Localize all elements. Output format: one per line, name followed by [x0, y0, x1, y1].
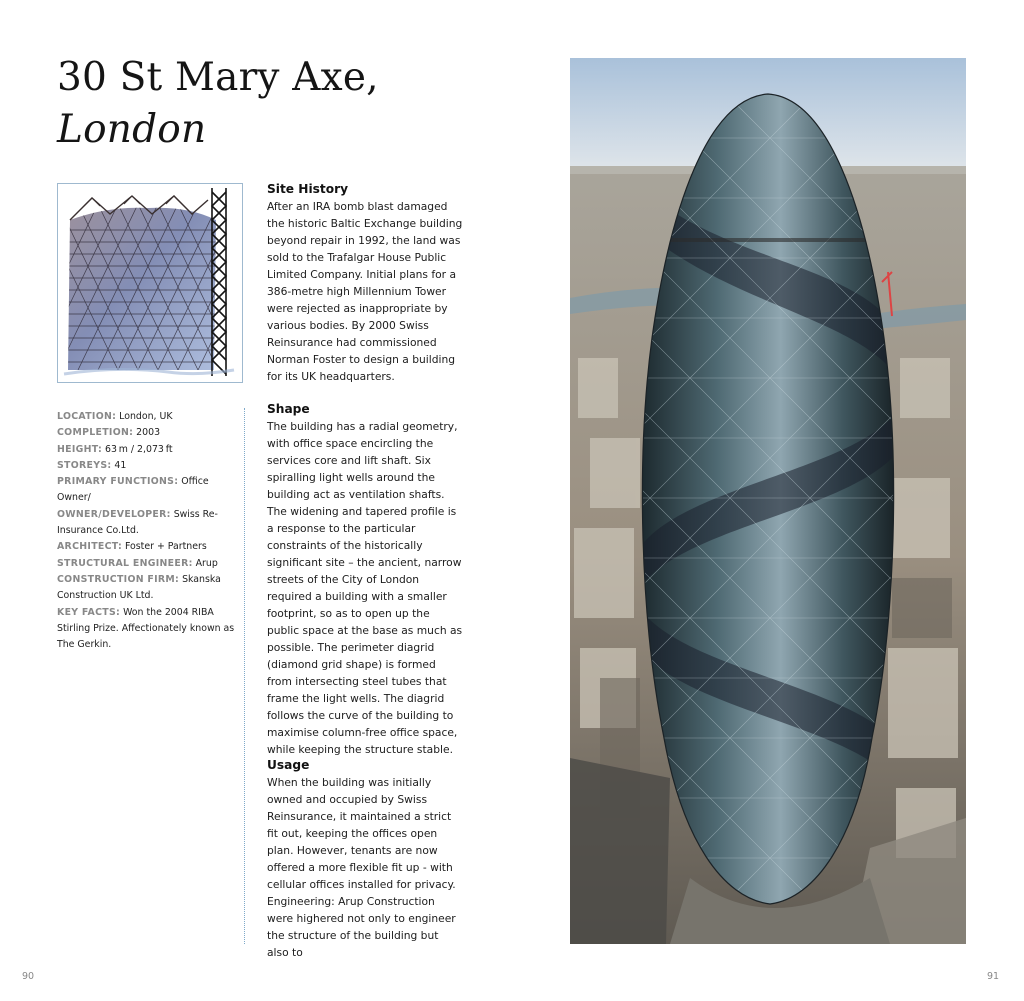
fact-storeys: STOREYS: 41	[57, 459, 127, 471]
section-usage	[267, 757, 463, 961]
fact-structural-engineer: STRUCTURAL ENGINEER: Arup	[57, 557, 218, 569]
fact-location: LOCATION: London, UK	[57, 411, 173, 422]
title-line-2: London	[57, 107, 207, 152]
section-body: When the building was initially owned and occupied by Swiss Reinsurance, it maintained a strict fit out, keeping the offices open plan. However, tenants are now offered a more flexible fit up - with cellular offices installed for privacy. Engineering: Arup Construction were highered not only to engineer the structure of the building but also to	[267, 776, 456, 959]
building-facts-list	[57, 409, 235, 653]
fact-completion: COMPLETION: 2003	[57, 427, 161, 439]
page-number-left: 90	[22, 971, 35, 982]
section-shape	[267, 401, 463, 758]
section-heading: Usage	[267, 758, 310, 772]
fact-owner-developer: OWNER/DEVELOPER: Swiss Re-Insurance Co.Ltd.	[57, 508, 218, 537]
gherkin-aerial-photo	[570, 58, 966, 944]
column-divider	[244, 408, 245, 944]
page-title	[57, 52, 379, 156]
fact-key-facts: KEY FACTS: Won the 2004 RIBA Stirling Prize. Affectionately known as The Gerkin.	[57, 606, 235, 651]
fact-height: HEIGHT: 63 m / 2,073 ft	[57, 443, 173, 455]
page-number-right: 91	[987, 971, 1000, 982]
section-heading: Site History	[267, 182, 349, 196]
fact-primary-functions: PRIMARY FUNCTIONS: Office Owner/	[57, 476, 209, 504]
building-sketch-illustration	[57, 183, 243, 383]
title-line-1: 30 St Mary Axe,	[57, 55, 379, 100]
section-heading: Shape	[267, 402, 310, 416]
section-site-history	[267, 181, 463, 385]
section-body: The building has a radial geometry, with office space encircling the services core and lift shaft. Six spiralling light wells around the building act as ventilation shafts. The widening and tapered profile is a response to the particular constraints of the historically significant site – the ancient, narrow streets of the City of London required a building with a smaller footprint, so as to open up the public space at the base as much as possible. The perimeter diagrid (diamond grid shape) is formed from intersecting steel tubes that frame the light wells. The diagrid follows the curve of the building to maximise column-free office space, while keeping the structure stable.	[267, 420, 463, 756]
fact-construction-firm: CONSTRUCTION FIRM: Skanska Construction UK Ltd.	[57, 573, 221, 602]
section-body: After an IRA bomb blast damaged the historic Baltic Exchange building beyond repair in 1992, the land was sold to the Trafalgar House Public Limited Company. Initial plans for a 386-metre high Millennium Tower were rejected as inappropriate by various bodies. By 2000 Swiss Reinsurance had commissioned Norman Foster to design a building for its UK headquarters.	[267, 200, 463, 383]
fact-architect: ARCHITECT: Foster + Partners	[57, 541, 207, 553]
